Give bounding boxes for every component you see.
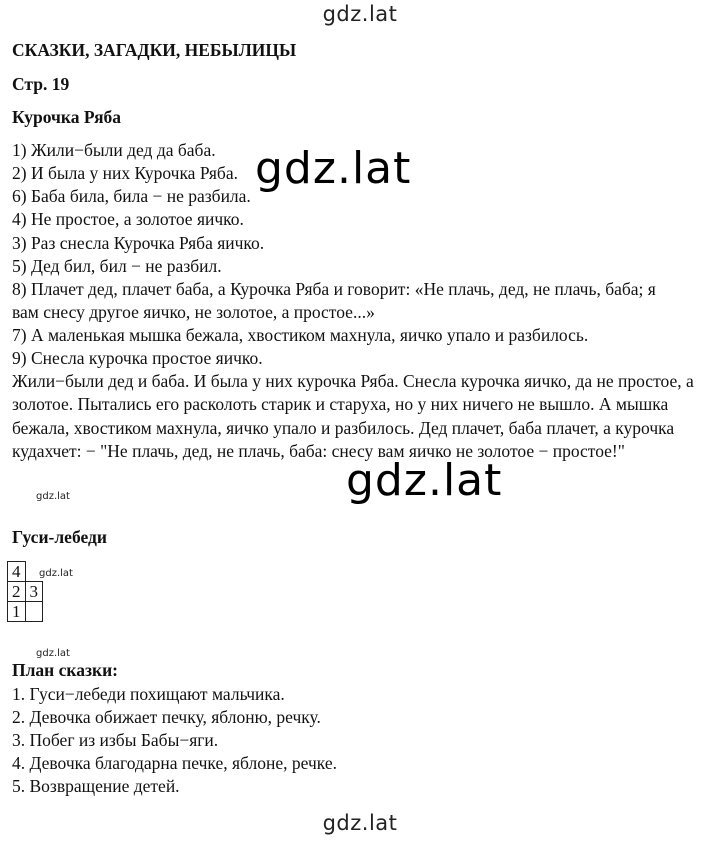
grid-cell: 4	[8, 562, 26, 582]
story-line: 8) Плачет дед, плачет баба, а Курочка Ряба и говорит: «Не плачь, дед, не плачь, баба; я	[12, 279, 656, 299]
grid-cell: 1	[8, 602, 26, 622]
page-reference: Стр. 19	[12, 74, 70, 94]
watermark-large: gdz.lat	[346, 455, 503, 506]
story-line: 5) Дед бил, бил − не разбил.	[12, 256, 222, 276]
watermark-large: gdz.lat	[255, 143, 412, 194]
story-title-gusi-lebedi: Гуси-лебеди	[12, 527, 107, 547]
story-line: 6) Баба била, била − не разбила.	[12, 186, 251, 206]
story-line: 2) И была у них Курочка Ряба.	[12, 163, 238, 183]
section-title: СКАЗКИ, ЗАГАДКИ, НЕБЫЛИЦЫ	[12, 40, 297, 60]
plan-item: 5. Возвращение детей.	[12, 776, 180, 796]
story-line: 3) Раз снесла Курочка Ряба яичко.	[12, 233, 265, 253]
watermark-small: gdz.lat	[36, 491, 70, 502]
grid-cell: 3	[25, 582, 43, 602]
story-title-kurochka-ryaba: Курочка Ряба	[12, 107, 122, 127]
story-line: вам снесу другое яичко, не золотое, а простое...»	[12, 302, 375, 322]
watermark-small: gdz.lat	[36, 648, 70, 659]
plan-item: 3. Побег из избы Бабы−яги.	[12, 730, 219, 750]
story-line: 1) Жили−были дед да баба.	[12, 140, 216, 160]
watermark-bottom: gdz.lat	[322, 811, 398, 835]
plan-item: 2. Девочка обижает печку, яблоню, речку.	[12, 707, 321, 727]
watermark-top: gdz.lat	[322, 2, 398, 26]
story-line: 7) А маленькая мышка бежала, хвостиком махнула, яичко упало и разбилось.	[12, 325, 589, 345]
plan-item: 4. Девочка благодарна печке, яблоне, речке.	[12, 753, 337, 773]
plan-item: 1. Гуси−лебеди похищают мальчика.	[12, 684, 285, 704]
story-line: 9) Снесла курочка простое яичко.	[12, 348, 263, 368]
plan-title: План сказки:	[12, 660, 118, 680]
grid-cell	[25, 602, 43, 622]
story-line: 4) Не простое, а золотое яичко.	[12, 209, 244, 229]
watermark-small: gdz.lat	[39, 568, 73, 579]
story1-retelling: Жили−были дед и баба. И была у них курочка Ряба. Снесла курочка яичко, да не простое, а золотое. Пытались его расколоть старик и старуха, но у них ничего не вышло. А мышка бежала, хвостиком махнула, яичко упало и разбилось. Дед плачет, баба плачет, а курочка кудахчет: − "Не плачь, дед, не плачь, баба: снесу вам яичко не золотое − простое!"	[12, 371, 694, 462]
grid-cell: 2	[8, 582, 26, 602]
